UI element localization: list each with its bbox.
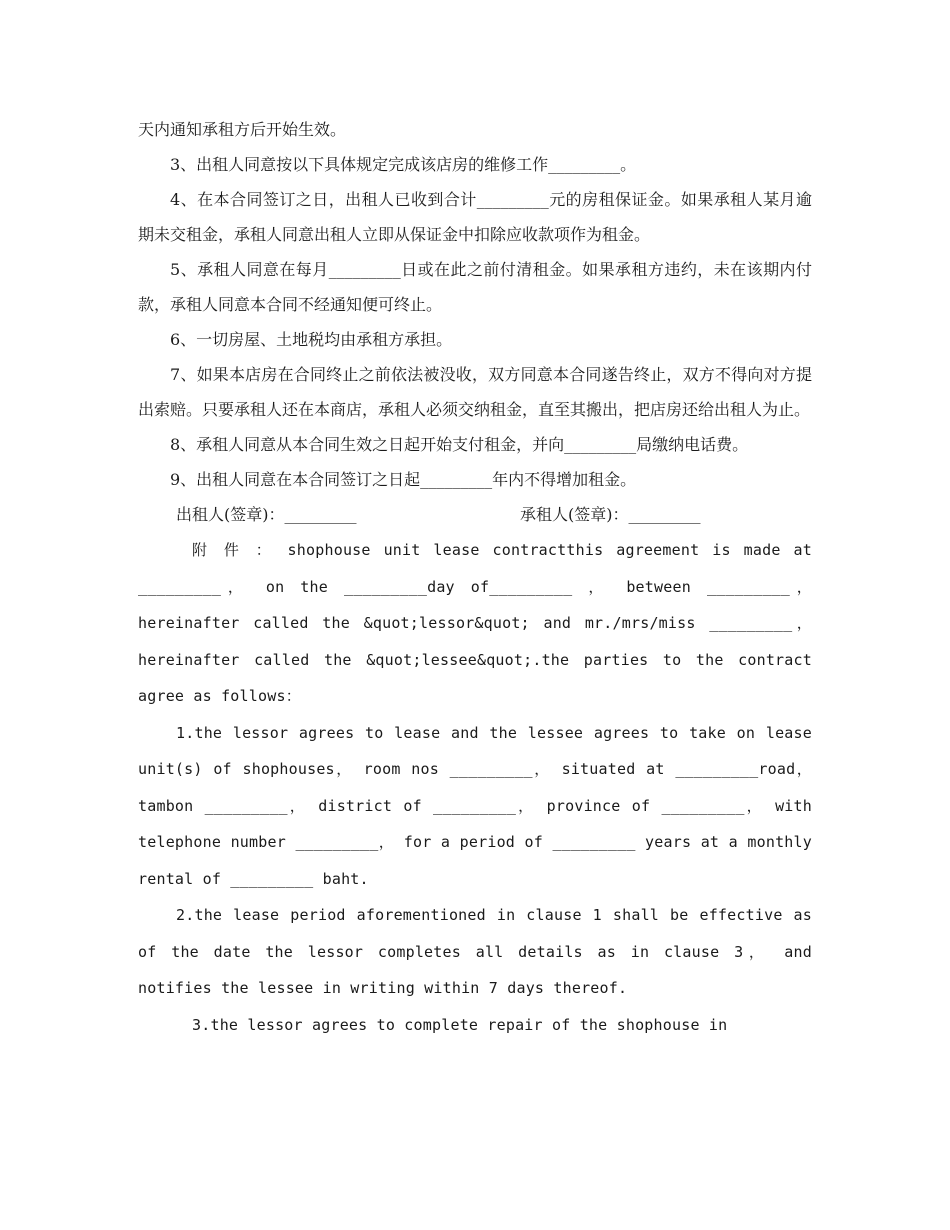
signature-row <box>138 497 812 532</box>
document-page <box>138 0 812 1043</box>
clause-2-en: 2.the lease period aforementioned in clause 1 shall be effective as of the date the lessor completes all details as in clause 3， and notifies the lessee in writing within 7 days thereof. <box>138 906 812 997</box>
lessor-signature: 出租人(签章)：_________ <box>176 505 357 524</box>
paragraph-continuation: 天内通知承租方后开始生效。 <box>138 120 347 139</box>
clause-8-zh: 8、承租人同意从本合同生效之日起开始支付租金，并向_________局缴纳电话费。 <box>170 435 749 454</box>
clause-7-zh: 7、如果本店房在合同终止之前依法被没收，双方同意本合同遂告终止，双方不得向对方提出索赔。只要承租人还在本商店，承租人必须交纳租金，直至其搬出，把店房还给出租人为止。 <box>138 365 812 419</box>
clause-4-zh: 4、在本合同签订之日，出租人已收到合计_________元的房租保证金。如果承租人某月逾期未交租金，承租人同意出租人立即从保证金中扣除应收款项作为租金。 <box>138 190 812 244</box>
lessee-signature: 承租人(签章)：_________ <box>520 505 701 524</box>
attachment-intro: 附 件 ： shophouse unit lease contractthis agreement is made at _________， on the _________day of_________ ， between _________， hereinafter called the &quot;lessor&quot; and mr./mrs/miss _________， hereinafter called the &quot;lessee&quot;.the parties to the contract agree as follows： <box>138 541 812 705</box>
clause-5-zh: 5、承租人同意在每月_________日或在此之前付清租金。如果承租方违约，未在该期内付款，承租人同意本合同不经通知便可终止。 <box>138 260 812 314</box>
clause-6-zh: 6、一切房屋、土地税均由承租方承担。 <box>170 330 453 349</box>
clause-3-en: 3.the lessor agrees to complete repair of the shophouse in <box>192 1015 728 1034</box>
clause-9-zh: 9、出租人同意在本合同签订之日起_________年内不得增加租金。 <box>170 470 637 489</box>
clause-1-en: 1.the lessor agrees to lease and the lessee agrees to take on lease unit(s) of shophouses， room nos _________， situated at _________road， tambon _________， district of _________， province of _________， with telephone number _________， for a period of _________ years at a monthly rental of _________ baht. <box>138 723 812 888</box>
clause-3-zh: 3、出租人同意按以下具体规定完成该店房的维修工作_________。 <box>170 155 637 174</box>
